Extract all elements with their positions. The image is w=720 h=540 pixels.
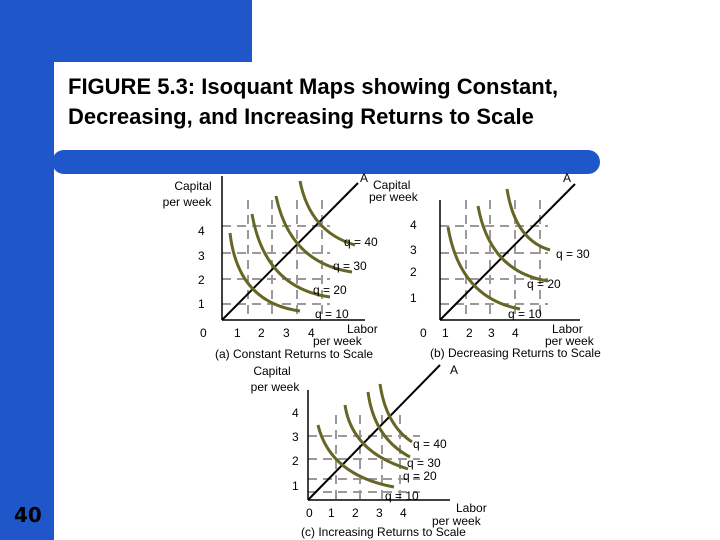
panel-b-isoquant-label-1: q = 10 [508,307,542,321]
panel-a-xtick-3: 3 [283,326,290,340]
panel-c-ytick-3: 3 [292,430,299,444]
panel-c-xlabel-2: per week [432,514,481,528]
panel-a-ylabel-1: Capital [174,179,212,193]
panel-c-xtick-1: 1 [328,506,335,520]
panel-a-ytick-2: 2 [198,273,205,287]
page-number: 40 [14,503,42,527]
panel-c-ylabel-2: per week [250,380,300,394]
panel-b-caption: (b) Decreasing Returns to Scale [430,346,601,360]
panel-c-isoquant-label-4: q = 40 [413,437,447,451]
panel-c-isoquant-label-3: q = 30 [407,456,441,470]
panel-c-ytick-1: 1 [292,479,299,493]
panel-c-ylabel-1: Capital [253,364,291,378]
panel-c-xlabel-1: Labor [456,501,487,515]
panel-a-isoquant-label-2: q = 20 [313,283,347,297]
panel-c-origin: 0 [306,506,313,520]
panel-b-origin: 0 [420,326,427,340]
panel-a-isoquant-label-1: q = 10 [315,307,349,321]
panel-b-isoquant-3 [507,189,550,250]
panel-c-ytick-2: 2 [292,454,299,468]
panel-a-isoquant-label-3: q = 30 [333,259,367,273]
panel-c-xtick-3: 3 [376,506,383,520]
panel-b-xlabel-2: per week [545,334,594,348]
panel-b-ytick-4: 4 [410,218,417,232]
panel-c-caption: (c) Increasing Returns to Scale [301,525,466,539]
panel-a-ylabel-2: per week [162,195,212,209]
panel-b-isoquant-label-3: q = 30 [556,247,590,261]
panel-c-grid [308,415,420,500]
panel-a-isoquant-1 [230,233,300,311]
title-line-1: FIGURE 5.3: Isoquant Maps showing Constant, [68,74,559,99]
panel-b-ytick-3: 3 [410,243,417,257]
panel-b-isoquant-1 [448,227,520,309]
panel-b [369,171,601,360]
panel-c-xtick-4: 4 [400,506,407,520]
panel-a-xtick-2: 2 [258,326,265,340]
panel-c-isoquant-label-1: q = 10 [385,489,419,503]
panel-a-xlabel-1: Labor [347,322,378,336]
panel-a-xtick-1: 1 [234,326,241,340]
panel-a-caption: (a) Constant Returns to Scale [215,347,374,361]
panel-a-xlabel-2: per week [313,334,362,348]
panel-b-xlabel-1: Labor [552,322,583,336]
panel-a-xtick-4: 4 [308,326,315,340]
panel-a-ray [222,183,358,320]
panel-b-xtick-4: 4 [512,326,519,340]
panel-a-isoquant-label-4: q = 40 [344,235,378,249]
panel-a [163,171,378,361]
panel-b-xtick-1: 1 [442,326,449,340]
panel-c-ytick-4: 4 [292,406,299,420]
panel-b-ylabel-2: per week [369,190,418,204]
panel-a-ytick-4: 4 [198,224,205,238]
panel-b-isoquant-label-2: q = 20 [527,277,561,291]
panel-b-ray-label: A [563,171,572,185]
panel-b-ytick-1: 1 [410,291,417,305]
title-line-2: Decreasing, and Increasing Returns to Scale [68,104,534,129]
panel-b-ylabel-1: Capital [373,178,411,192]
panel-c-isoquant-label-2: q = 20 [403,469,437,483]
panel-a-ytick-3: 3 [198,249,205,263]
panel-c-ray-label: A [450,363,459,377]
panel-a-ytick-1: 1 [198,297,205,311]
panel-a-origin: 0 [200,326,207,340]
panel-a-ray-label: A [360,171,369,185]
panel-b-xtick-2: 2 [466,326,473,340]
panel-c [251,363,487,539]
panel-c-xtick-2: 2 [352,506,359,520]
panel-b-xtick-3: 3 [488,326,495,340]
panel-b-ytick-2: 2 [410,265,417,279]
panel-c-isoquant-4 [380,384,412,442]
